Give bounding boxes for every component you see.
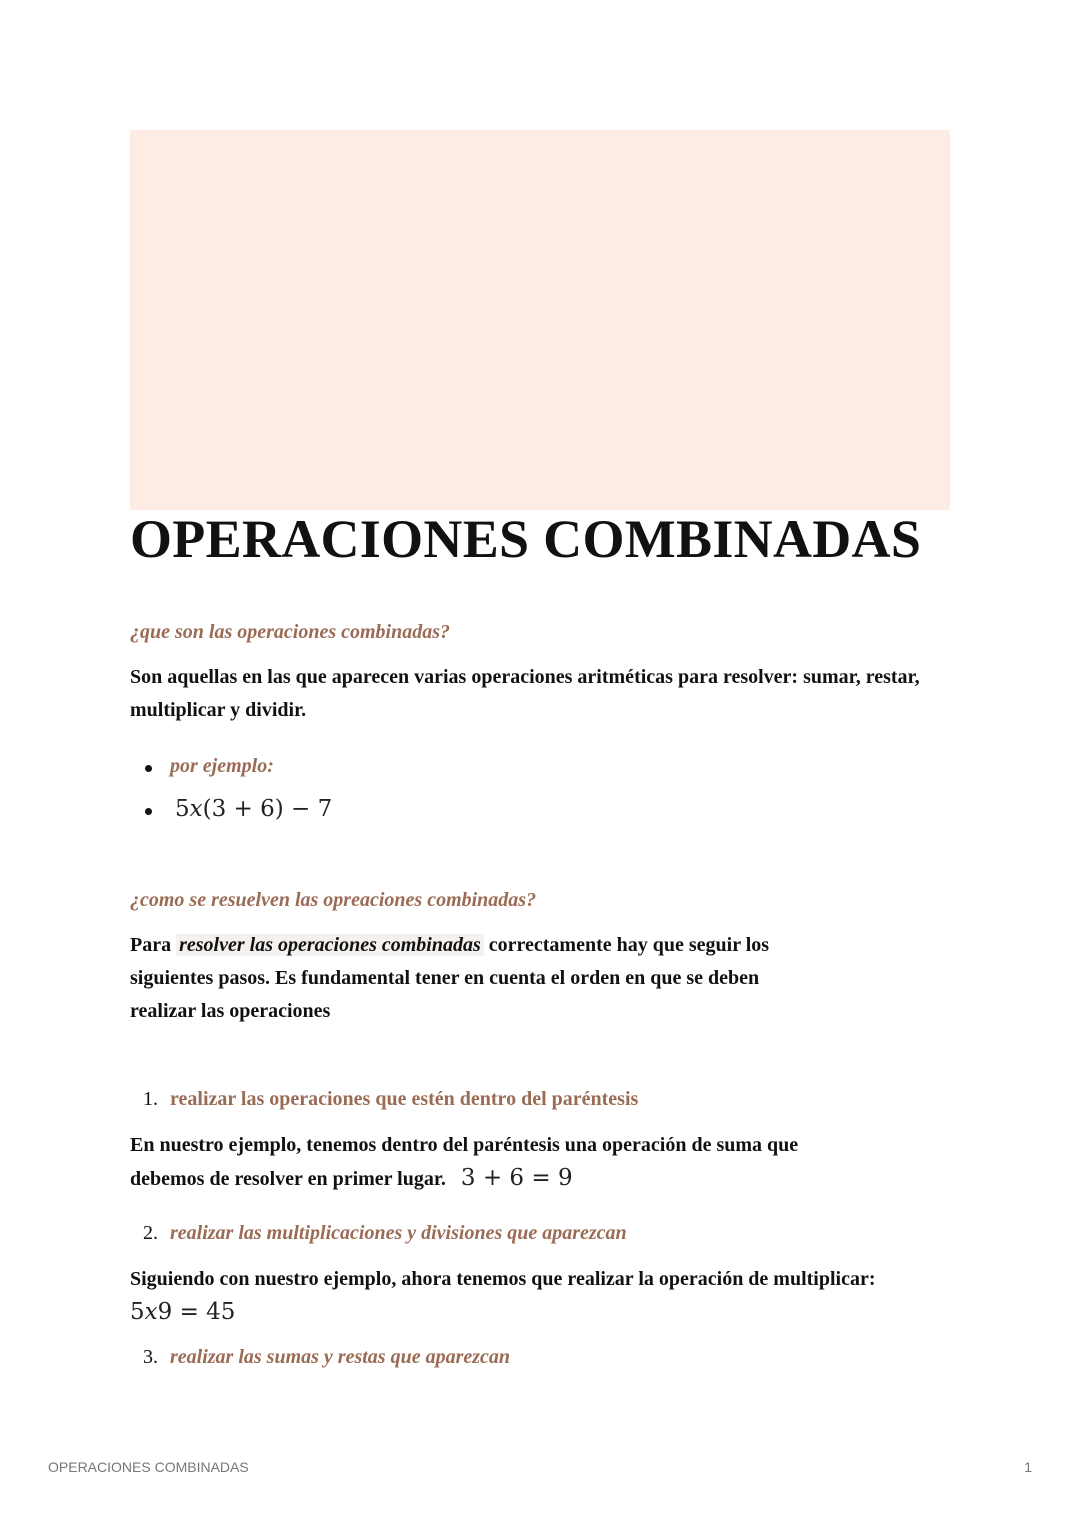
definition-paragraph: Son aquellas en las que aparecen varias operaciones aritméticas para resolver: sumar, restar, multiplicar y dividir. bbox=[130, 666, 920, 721]
steps-intro-paragraph: Para resolver las operaciones combinadas correctamente hay que seguir los siguientes pasos. Es fundamental tener en cuenta el orden en que se deben realizar las operaciones bbox=[130, 934, 770, 1022]
footer-title: OPERACIONES COMBINADAS bbox=[48, 1459, 249, 1475]
section-heading-how: ¿como se resuelven las opreaciones combinadas? bbox=[130, 889, 537, 911]
page-number: 1 bbox=[1024, 1459, 1032, 1475]
step-2-label: realizar las multiplicaciones y divisiones que aparezcan bbox=[170, 1222, 627, 1244]
page-title: OPERACIONES COMBINADAS bbox=[130, 509, 922, 569]
step-1-text: En nuestro ejemplo, tenemos dentro del paréntesis una operación de suma que debemos de resolver en primer lugar. 3 + 6 = 9 bbox=[130, 1134, 799, 1191]
bullet-for-example: por ejemplo: bbox=[170, 755, 274, 777]
step-number: 3. bbox=[143, 1346, 158, 1368]
bullet-dot bbox=[145, 808, 152, 815]
step-1-math: 3 + 6 = 9 bbox=[460, 1165, 573, 1191]
step-number: 1. bbox=[143, 1088, 158, 1110]
cover-image bbox=[130, 130, 950, 510]
step-2-text: Siguiendo con nuestro ejemplo, ahora tenemos que realizar la operación de multiplicar: 5x9 = 45 bbox=[130, 1268, 876, 1325]
example-expression: 5x(3 + 6) − 7 bbox=[175, 796, 333, 822]
bullet-dot bbox=[145, 765, 152, 772]
section-heading-what: ¿que son las operaciones combinadas? bbox=[130, 621, 451, 643]
step-number: 2. bbox=[143, 1222, 158, 1244]
step-2-math: 5x9 = 45 bbox=[130, 1299, 236, 1325]
step-3-label: realizar las sumas y restas que aparezcan bbox=[170, 1346, 511, 1368]
step-1-label: realizar las operaciones que estén dentro del paréntesis bbox=[170, 1088, 639, 1110]
highlighted-phrase: resolver las operaciones combinadas bbox=[176, 934, 484, 956]
